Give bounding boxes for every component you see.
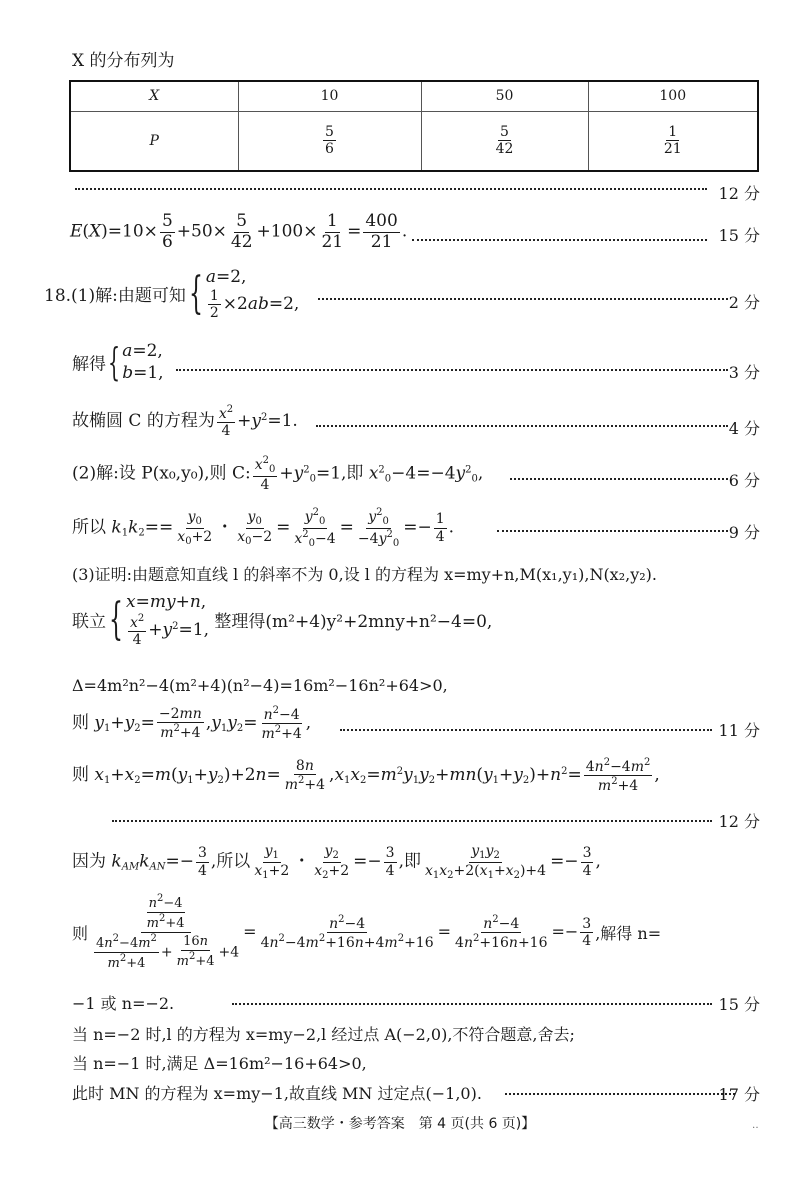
lianli-label: 联立: [72, 612, 106, 633]
slope-condition: 因为 $k_{AM}k_{AN}=-$ $\frac{3}{4}$ ,所以 $\frac{y_1}{x_1+2}$ ・ $\frac{y_2}{x_2+2}$ =− $\frac{3}{4}$ ,即 $\frac{y_1y_2}{x_1x_2+2(x_1+x_2)+4}$ =− $\frac{3}{4}$ ,: [72, 843, 601, 881]
discriminant: Δ=4m²n²−4(m²+4)(n²−4)=16m²−16n²+64>0,: [72, 676, 448, 695]
dot-leader: [340, 729, 712, 731]
table-cell: 10: [238, 81, 421, 111]
table-cell: 100: [588, 81, 758, 111]
score-mark: 6 分: [728, 471, 760, 490]
vieta-x: 则 $x_1+x_2=m(y_1+y_2)+2n=$ $\frac{8n}{m^2+4}$ $,x_1x_2=m^2y_1y_2+mn(y_1+y_2)+n^2=$ $\frac{4n^2-4m^2}{m^2+4}$ ,: [72, 757, 660, 795]
prob-num: 1: [668, 124, 678, 141]
dot-leader: [497, 530, 728, 532]
table-row: [70, 111, 758, 171]
expectation-formula: E(X)=10× $\frac{5}{6}$ +50× $\frac{5}{42}$ +100× $\frac{1}{21}$ = $\frac{400}{21}$ .: [70, 211, 408, 252]
dot-leader: [510, 478, 728, 480]
part2-prefix: (2)解:设 P(x₀,y₀),则 C:: [72, 463, 251, 484]
simultaneous-system: 联立{ x=my+n, $\frac{x^2}{4}$ $+y^2=1$, 整理得(m²+4)y²+2mny+n²−4=0,: [72, 592, 493, 649]
prob-den: 42: [495, 141, 514, 158]
table-row: [70, 81, 758, 111]
part3-setup: (3)证明:由题意知直线 l 的斜率不为 0,设 l 的方程为 x=my+n,M(x₁,y₁),N(x₂,y₂).: [72, 565, 657, 584]
ze-label: 则: [72, 923, 89, 943]
distribution-table: [69, 80, 759, 172]
score-mark: 2 分: [728, 293, 760, 312]
vieta-y: 则 $y_1+y_2=$ $\frac{-2mn}{m^2+4}$ $,y_1y_2=$ $\frac{n^2-4}{m^2+4}$ ,: [72, 705, 312, 743]
corner-mark: ‥: [752, 1120, 759, 1131]
dot-leader: [412, 239, 707, 241]
ellipse-prefix: 故椭圆 C 的方程为: [72, 411, 215, 432]
ze-label: 则: [72, 713, 89, 734]
solve-prefix: 解得: [72, 354, 106, 375]
prob-den: 6: [325, 141, 334, 158]
table-cell: 50: [421, 81, 588, 111]
page-footer: 【高三数学・参考答案 第 4 页(共 6 页)】: [264, 1116, 536, 1132]
dot-leader: [316, 425, 728, 427]
case-n-minus-1: 当 n=−1 时,满足 Δ=16m²−16+64>0,: [72, 1054, 367, 1073]
q18-prefix: 18.(1)解:由题可知: [44, 286, 186, 307]
solve-n-label: ,解得 n=: [595, 923, 662, 943]
score-mark: 3 分: [728, 363, 760, 382]
arrange-text: 整理得(m²+4)y²+2mny+n²−4=0,: [214, 612, 493, 633]
score-mark: 4 分: [728, 419, 760, 438]
distribution-heading: X 的分布列为: [72, 51, 175, 71]
prob-num: 5: [325, 124, 334, 141]
so2-label: ,所以: [210, 851, 251, 872]
table-cell: [238, 111, 421, 171]
q18-part1: 18.(1)解:由题可知{ a=2, $\frac{1}{2}$ ×2ab=2,: [44, 267, 300, 322]
dot-leader: [75, 188, 707, 190]
score-mark: 17 分: [718, 1085, 760, 1104]
score-mark: 12 分: [718, 812, 760, 831]
so-prefix: 所以: [72, 517, 106, 538]
prob-num: 5: [500, 124, 509, 141]
case-n-minus-2: 当 n=−2 时,l 的方程为 x=my−2,l 经过点 A(−2,0),不符合题意,舍去;: [72, 1025, 575, 1044]
score-mark: 11 分: [718, 721, 760, 740]
part2-mid: ,即: [341, 463, 364, 484]
table-cell: [421, 111, 588, 171]
solve-system: 解得{ a=2, b=1,: [72, 340, 164, 385]
final-conclusion: 此时 MN 的方程为 x=my−1,故直线 MN 过定点(−1,0).: [72, 1084, 482, 1103]
table-cell: P: [70, 111, 238, 171]
dot-leader: [112, 820, 712, 822]
ellipse-equation: 故椭圆 C 的方程为 $\frac{x^2}{4}$ $+y^2=1$.: [72, 404, 298, 440]
dot-leader: [232, 1003, 712, 1005]
dot-leader: [176, 369, 728, 371]
because-label: 因为: [72, 851, 106, 872]
prob-den: 21: [663, 141, 682, 158]
score-mark: 15 分: [718, 226, 760, 245]
dot-leader: [318, 298, 728, 300]
score-mark: 9 分: [728, 523, 760, 542]
part2-setup: (2)解:设 P(x₀,y₀),则 C: $\frac{x^2_0}{4}$ $+y^2_0=1$,即 $x^2_0-4=-4y^2_0$,: [72, 455, 484, 493]
score-mark: 12 分: [718, 184, 760, 203]
ji-label: ,即: [398, 851, 421, 872]
slope-product: 所以 $k_1k_2==$ $\frac{y_0}{x_0+2}$ ・ $\frac{y_0}{x_0-2}$ = $\frac{y^2_0}{x^2_0-4}$ = $\frac{y^2_0}{-4y^2_0}$ =− $\frac{1}{4}$ .: [72, 507, 455, 549]
table-cell: X: [70, 81, 238, 111]
n-solutions: −1 或 n=−2.: [72, 994, 175, 1013]
big-fraction-equation: 则 $\frac{n^2-4}{m^2+4}$ $\frac{4n^2-4m^2}{m^2+4}$ + $\frac{16n}{m^2+4}$ +4 = $\frac{n^2-4}{4n^2-4m^2+16n+4m^2+16}$ = $\frac{n^2-4}{4n^2+16n+16}$ =− $\frac{3}{4}$ ,解得 n=: [72, 893, 662, 971]
ze-label: 则: [72, 765, 89, 786]
score-mark: 15 分: [718, 995, 760, 1014]
table-cell: [588, 111, 758, 171]
